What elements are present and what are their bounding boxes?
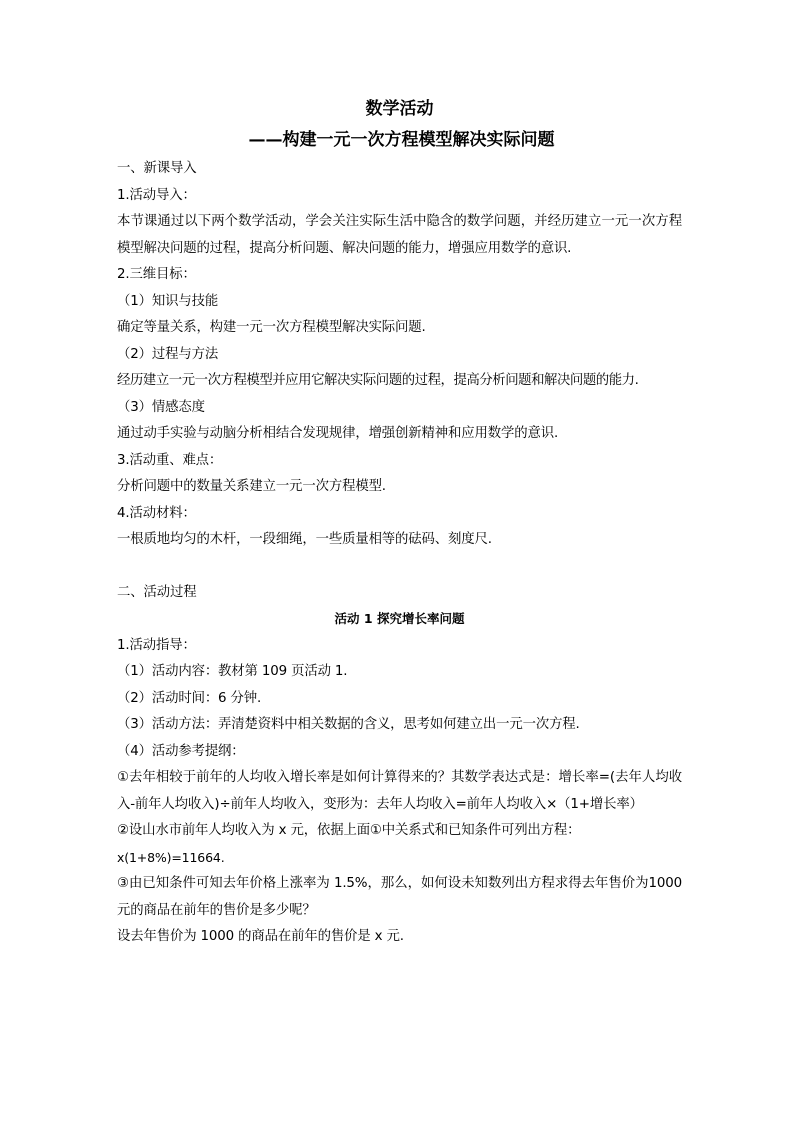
- outline-question-2: ②设山水市前年人均收入为 x 元，依据上面①中关系式和已知条件可列出方程：: [117, 823, 581, 838]
- guide-label: 1.活动指导：: [117, 637, 196, 653]
- goal1-label: （1）知识与技能: [117, 293, 219, 309]
- intro-label: 1.活动导入：: [117, 187, 196, 203]
- activity-title: 活动 1 探究增长率问题: [334, 611, 465, 626]
- materials-label: 4.活动材料：: [117, 505, 196, 521]
- activity-time: （2）活动时间：6 分钟.: [117, 690, 262, 706]
- goal2-text: 经历建立一元一次方程模型并应用它解决实际问题的过程，提高分析问题和解决问题的能力.: [117, 373, 639, 388]
- section-heading-intro: 一、新课导入: [117, 161, 197, 176]
- outline-equation: x(1+8%)=11664.: [117, 849, 225, 865]
- section-heading-process: 二、活动过程: [117, 584, 197, 600]
- activity-method: （3）活动方法：弄清楚资料中相关数据的含义，思考如何建立出一元一次方程.: [117, 717, 580, 732]
- goal3-label: （3）情感态度: [117, 399, 205, 415]
- document-subtitle: ——构建一元一次方程模型解决实际问题: [248, 130, 555, 150]
- outline-label: （4）活动参考提纲：: [117, 743, 245, 759]
- document-title: 数学活动: [365, 99, 434, 119]
- goal2-label: （2）过程与方法: [117, 346, 219, 362]
- goals-label: 2.三维目标：: [117, 267, 196, 282]
- materials-text: 一根质地均匀的木杆，一段细绳，一些质量相等的砝码、刻度尺.: [117, 532, 492, 547]
- section-gap: [117, 554, 682, 580]
- outline-question-1: ①去年相较于前年的人均收入增长率是如何计算得来的？其数学表达式是：增长率=(去年人均收入-前年人均收入)÷前年人均收入，变形为：去年人均收入=前年人均收入×（1+增长率）: [117, 770, 682, 812]
- key-points-label: 3.活动重、难点：: [117, 452, 223, 468]
- key-points-text: 分析问题中的数量关系建立一元一次方程模型.: [117, 479, 386, 494]
- document-page: [117, 94, 682, 951]
- activity-content: （1）活动内容：教材第 109 页活动 1.: [117, 664, 348, 679]
- outline-question-3: ③由已知条件可知去年价格上涨率为 1.5%，那么，如何设未知数列出方程求得去年售价为1000 元的商品在前年的售价是多少呢？: [117, 876, 682, 918]
- intro-text: 本节课通过以下两个数学活动，学会关注实际生活中隐含的数学问题，并经历建立一元一次方程模型解决问题的过程，提高分析问题、解决问题的能力，增强应用数学的意识.: [117, 214, 682, 256]
- goal3-text: 通过动手实验与动脑分析相结合发现规律，增强创新精神和应用数学的意识.: [117, 426, 559, 441]
- outline-answer-3: 设去年售价为 1000 的商品在前年的售价是 x 元.: [117, 929, 404, 944]
- goal1-text: 确定等量关系，构建一元一次方程模型解决实际问题.: [117, 320, 426, 335]
